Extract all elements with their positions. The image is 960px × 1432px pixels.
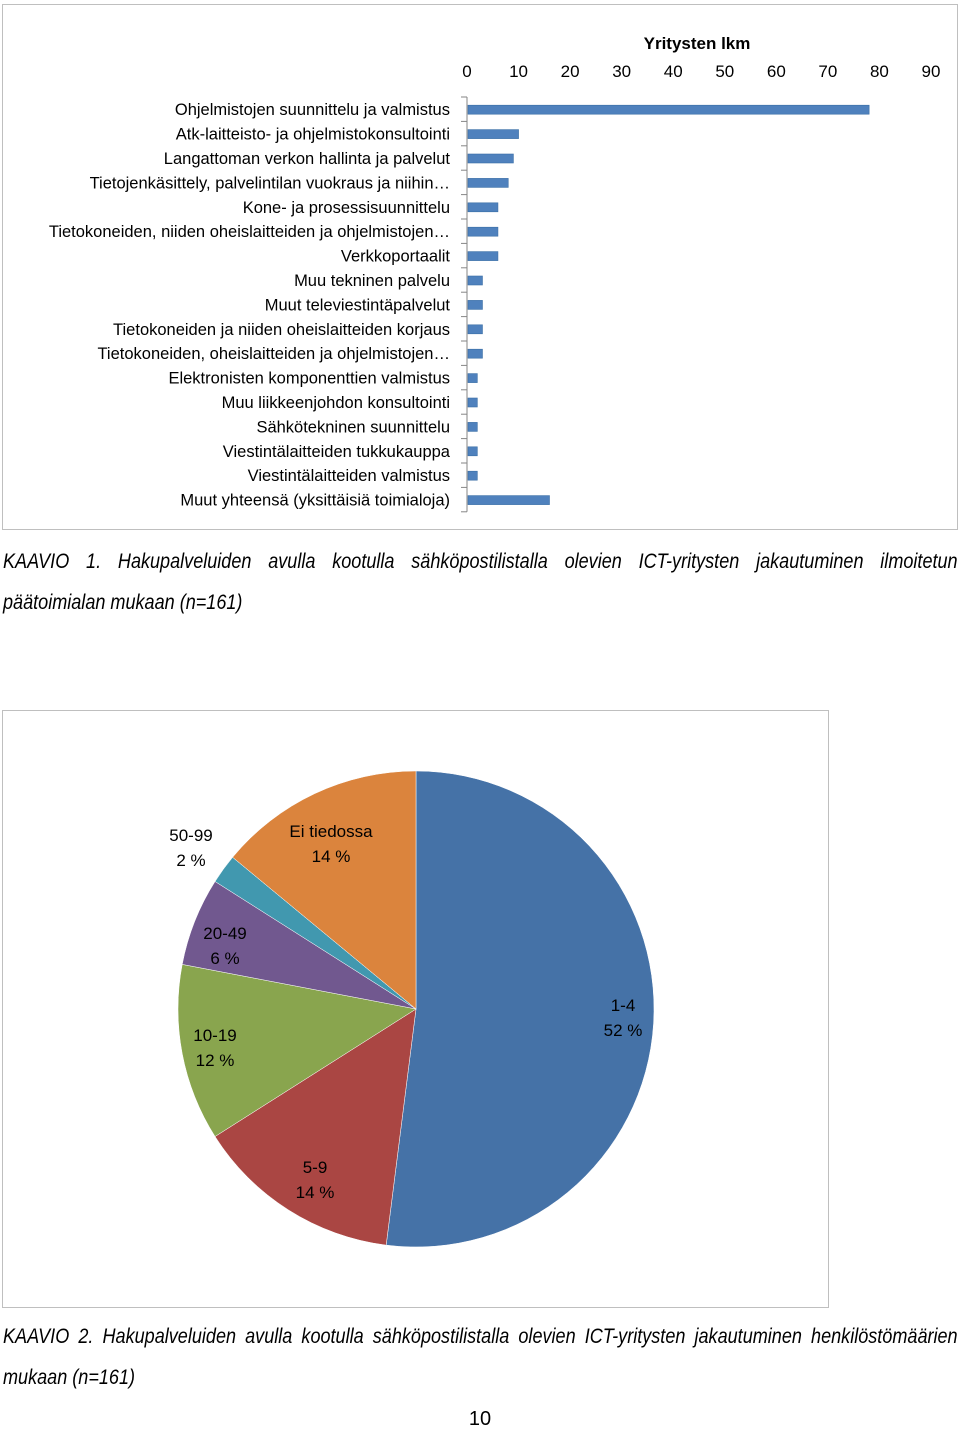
category-label: Muu tekninen palvelu [294, 272, 450, 290]
x-tick-label: 10 [509, 62, 529, 81]
bar [468, 252, 498, 261]
category-label: Sähkötekninen suunnittelu [256, 418, 450, 437]
category-label: Tietokoneiden, oheislaitteiden ja ohjelmistojen… [97, 345, 450, 364]
bar [468, 471, 477, 480]
bar [468, 227, 498, 236]
pie-slice-label: Ei tiedossa [289, 822, 373, 841]
pie-slice-label: 20-49 [203, 924, 247, 943]
pie-slice-percent: 52 % [603, 1021, 643, 1040]
bar [468, 374, 477, 383]
pie-slice-percent: 2 % [176, 851, 206, 870]
x-axis-title: Yritysten lkm [643, 34, 751, 53]
bar [468, 349, 482, 358]
bar [468, 422, 477, 431]
category-label: Tietojenkäsittely, palvelintilan vuokraus ja niihin… [89, 174, 450, 193]
pie-slice-label: 1-4 [610, 996, 636, 1015]
x-tick-label: 30 [612, 62, 632, 81]
category-label: Ohjelmistojen suunnittelu ja valmistus [174, 101, 450, 120]
x-tick-label: 0 [462, 62, 472, 81]
bar [468, 105, 869, 114]
bar [468, 496, 549, 505]
bar [468, 154, 513, 163]
bar-chart-frame [2, 4, 958, 530]
pie-chart [3, 711, 828, 1307]
bar [468, 178, 508, 187]
category-label: Tietokoneiden ja niiden oheislaitteiden korjaus [113, 320, 450, 339]
category-label: Verkkoportaalit [340, 247, 450, 266]
bar [468, 398, 477, 407]
category-label: Kone- ja prosessisuunnittelu [242, 198, 450, 217]
page-number: 10 [468, 1408, 492, 1430]
x-tick-label: 20 [560, 62, 580, 81]
x-tick-label: 80 [869, 62, 889, 81]
category-label: Muu liikkeenjohdon konsultointi [221, 394, 450, 412]
bar [468, 325, 482, 334]
category-label: Viestintälaitteiden valmistus [247, 467, 450, 486]
category-label: Muut yhteensä (yksittäisiä toimialoja) [180, 491, 450, 510]
x-tick-label: 50 [715, 62, 735, 81]
bar-chart [3, 5, 957, 529]
x-tick-label: 90 [921, 62, 941, 81]
category-label: Atk-laitteisto- ja ohjelmistokonsultointi [175, 125, 450, 144]
bar [468, 203, 498, 212]
caption-kaavio-2: KAAVIO 2. Hakupalveluiden avulla kootulla sähköpostilistalla olevien ICT-yritysten jakautuminen henkilöstömäärien mukaan (n=161) [3, 1325, 958, 1389]
category-label: Langattoman verkon hallinta ja palvelut [163, 150, 450, 168]
x-tick-label: 40 [663, 62, 683, 81]
bar [468, 130, 519, 139]
category-label: Viestintälaitteiden tukkukauppa [222, 442, 450, 461]
pie-slice-percent: 6 % [210, 949, 240, 968]
bar [468, 447, 477, 456]
pie-slice-label: 50-99 [169, 826, 213, 845]
x-tick-label: 60 [766, 62, 786, 81]
x-tick-label: 70 [818, 62, 838, 81]
bar [468, 300, 482, 309]
pie-slice-label: 5-9 [302, 1158, 328, 1177]
category-label: Tietokoneiden, niiden oheislaitteiden ja ohjelmistojen… [48, 223, 450, 242]
pie-chart-frame [2, 710, 829, 1308]
pie-slice-percent: 14 % [311, 847, 351, 866]
category-label: Elektronisten komponenttien valmistus [168, 369, 450, 388]
category-label: Muut televiestintäpalvelut [264, 296, 450, 315]
pie-slice-percent: 12 % [195, 1051, 235, 1070]
bar [468, 276, 482, 285]
pie-slice-percent: 14 % [295, 1183, 335, 1202]
caption-kaavio-1: KAAVIO 1. Hakupalveluiden avulla kootulla sähköpostilistalla olevien ICT-yritysten jakautuminen ilmoitetun päätoimialan mukaan (n=161) [3, 550, 958, 614]
pie-slice-label: 10-19 [193, 1026, 237, 1045]
